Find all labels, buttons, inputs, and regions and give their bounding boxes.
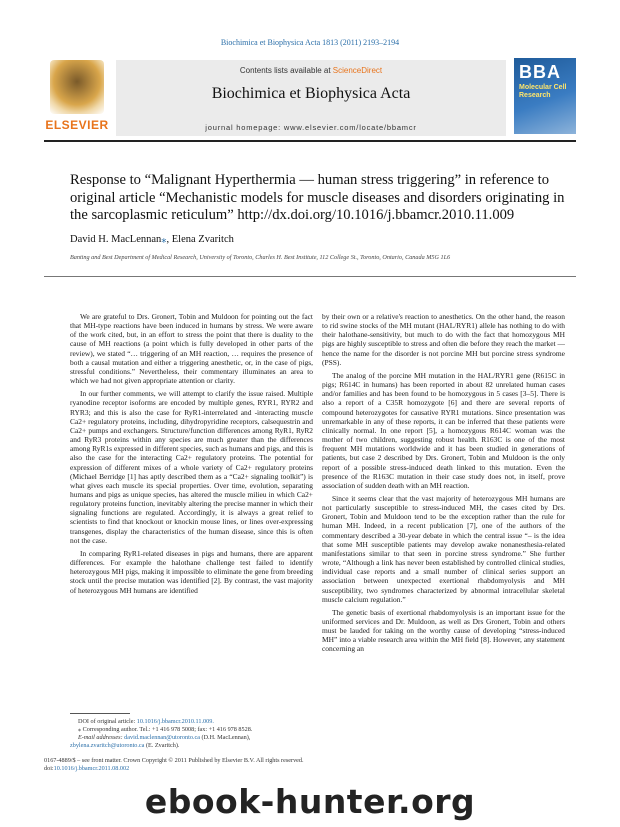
email-note-cont xyxy=(70,742,313,750)
corresponding-author-note: ⁎ Corresponding author. Tel.: +1 416 978 5008; fax: +1 416 978 8528. xyxy=(78,726,253,733)
journal-masthead xyxy=(44,58,576,134)
article-title: Response to “Malignant Hyperthermia — human stress triggering” in reference to original article “Mechanistic models for muscle diseases and disorders originating in the sarcoplasmic reticulum” http://dx.doi.org/10.1016/j.bbamcr.2010.11.009 xyxy=(70,172,565,223)
email-link-1[interactable]: david.maclennan@utoronto.ca xyxy=(124,734,200,741)
email-link-2[interactable]: zbylena.zvaritch@utoronto.ca xyxy=(70,742,145,749)
header-divider xyxy=(44,276,576,277)
issn-copyright: 0167-4889/$ – see front matter. Crown Copyright © 2011 Published by Elsevier B.V. All rights reserved. xyxy=(44,757,304,764)
email-label: E-mail addresses: xyxy=(78,734,125,741)
doi-original-note xyxy=(70,718,313,726)
author-affiliation: Banting and Best Department of Medical Research, University of Toronto, Charles H. Best Institute, 112 College St., Toronto, Ontario, Canada M5G 1L6 xyxy=(70,254,451,261)
paragraph: The genetic basis of exertional rhabdomyolysis is an important issue for the uniformed services and Dr. Muldoon, as well as Drs Gronert, Tobin and others must be lauded for taking on the worthy cause of developing “stress-induced MH” into a viable research area within the MH field [8]. However, any statement concerning an xyxy=(322,607,565,654)
author-1: David H. MacLennan xyxy=(70,234,162,245)
masthead-divider xyxy=(44,140,576,142)
author-list xyxy=(70,233,234,245)
doi-link[interactable]: 10.1016/j.bbamcr.2011.08.002 xyxy=(53,765,130,772)
cover-title: BBA xyxy=(519,62,561,82)
paragraph: We are grateful to Drs. Gronert, Tobin and Muldoon for pointing out the fact that MH-type reactions have been induced in humans by stress. We were aware of the work cited, but, in an effort to stress the point that there is duality to the cause of MH reactions (a point which is fully developed in other parts of the review), we stated “… triggering of an MH reaction, … requires the presence of both a causal mutation and either a triggering anesthetic, or, in the case of pigs, stressful conditions.” Nevertheless, their commentary illuminates an area to which we had not given appropriate attention or clarity. xyxy=(70,312,313,386)
sciencedirect-link[interactable]: ScienceDirect xyxy=(332,66,383,75)
corresponding-author-link[interactable]: ⁎ xyxy=(161,234,167,245)
contents-line xyxy=(116,66,506,75)
author-2: , Elena Zvaritch xyxy=(166,234,234,245)
publisher-logo-text: ELSEVIER xyxy=(45,118,109,132)
footnote-divider xyxy=(70,713,130,714)
watermark-text: ebook-hunter.org xyxy=(144,782,476,821)
cover-subtitle: Molecular Cell Research xyxy=(519,84,567,99)
elsevier-logo[interactable] xyxy=(44,58,110,134)
contents-prefix: Contents lists available at xyxy=(239,66,333,75)
paragraph: In our further comments, we will attempt to clarify the issue raised. Multiple ryanodine receptor isoforms are encoded by multiple genes, RYR1, RYR2 and RYR3; and this is also the case for RyR1-interrelated and -interacting muscle Ca2+ regulatory proteins, including, dihydropyridine receptors, calsequestrin and Ca2+ pumps and exchangers. Structure/function differences among RyR1, RyR2 and RyR3 proteins within any species are much greater than the differences among RyR1s expressed in different species, such as humans and pigs, and this is also the case for the interacting Ca2+ regulatory proteins. The potential for expression of different mixes of a whole variety of Ca2+ regulatory proteins (Michael Berridge [1] has aptly described them as a “Ca2+ signaling toolkit”) is what gives each muscle its special properties. Over time, evolution, separating humans and pigs as unique species, has altered the muscle milieu in which Ca2+ regulatory proteins function, inevitably altering the precise manner in which their signaling functions are regulated. Accordingly, it is always a great relief to scientists to find that knockout or knockin mouse lines, or lines over-expressing transgenes, display the characteristics of the human disease, since this is often not the case. xyxy=(70,389,313,545)
doi-label: doi: xyxy=(44,765,54,772)
journal-title: Biochimica et Biophysica Acta xyxy=(211,85,411,102)
doi-original-label: DOI of original article: xyxy=(78,718,137,725)
journal-citation[interactable]: Biochimica et Biophysica Acta 1813 (2011) 2193–2194 xyxy=(220,38,400,47)
journal-homepage[interactable]: journal homepage: www.elsevier.com/locate/bbamcr xyxy=(205,123,417,132)
journal-cover-image[interactable] xyxy=(514,58,576,134)
paragraph: by their own or a relative's reaction to anesthetics. On the other hand, the reason to rid swine stocks of the MH mutant (HAL/RYR1) allele has nothing to do with their halothane-sensitivity, but much to do with the fact that homozygous MH pigs are highly susceptible to stress and often die before they reach the market — hence the name for the disorder is not porcine MH but porcine stress syndrome (PSS). xyxy=(322,312,565,367)
elsevier-tree-icon xyxy=(50,60,104,114)
email-owner-2: (E. Zvaritch). xyxy=(144,742,180,749)
publication-info xyxy=(44,757,576,773)
paragraph: In comparing RyR1-related diseases in pigs and humans, there are apparent differences. For example the halothane challenge test failed to identify heterozygous MH pigs, making it impossible to eliminate the gene from breeding stock until the precise mutation was identified [2]. By contrast, the vast majority of heterozygous MH humans are identified xyxy=(70,548,313,595)
email-note xyxy=(70,734,313,742)
body-column-left xyxy=(70,312,313,599)
article-doi xyxy=(44,765,576,773)
body-column-right xyxy=(322,312,565,658)
doi-original-link[interactable]: 10.1016/j.bbamcr.2010.11.009. xyxy=(136,718,214,725)
paragraph: Since it seems clear that the vast majority of heterozygous MH humans are not particularly susceptible to stress-induced MH, the cases cited by Drs. Gronert, Tobin and Muldoon tend to be the exception rather than the rule for human MH. Indeed, in a recent publication [7], one of the authors of the commentary described a 30-year debate in which the central issue “– is the idea that some MH susceptible patients may develop awake nonanesthesia-related manifestations similar to that seen in porcine stress syndrome.” She further wrote, “Although a link has never been established by controlled clinical studies, individual case reports and a small number of clinical series support an association between unexpected exertional rhabdomyolysis and MH susceptibility, two syndromes characterized by abnormal intracellular skeletal muscle calcium regulation.” xyxy=(322,493,565,604)
paragraph: The analog of the porcine MH mutation in the HAL/RYR1 gene (R615C in pigs; R614C in humans) has been reported in about 82 unrelated human cases and/or families and has been found to be homozygous in 5 cases [3–5]. There is also a report of a C35R homozygote [6] and there are several reports of compound heterozygotes for causative RYR1 mutations. Since presentation was unremarkable in any of these reports, it can be inferred that these patients were clinically normal. In one report [5], a homozygous R614C woman was the mother of two children, suggesting robust health. R163C is one of the most frequent MH mutations worldwide and it has been studied in generations of patients, but case 2 described by Drs. Gronert, Tobin and Muldoon is the only report of a possible stress-induced death linked to this mutation. Even the presence of the R163C mutation in their case study does not, in itself, prove association of sudden death with an MH reaction. xyxy=(322,370,565,490)
email-owner-1: (D.H. MacLennan), xyxy=(199,734,251,741)
footnotes xyxy=(70,713,313,750)
journal-info-box xyxy=(116,58,506,136)
